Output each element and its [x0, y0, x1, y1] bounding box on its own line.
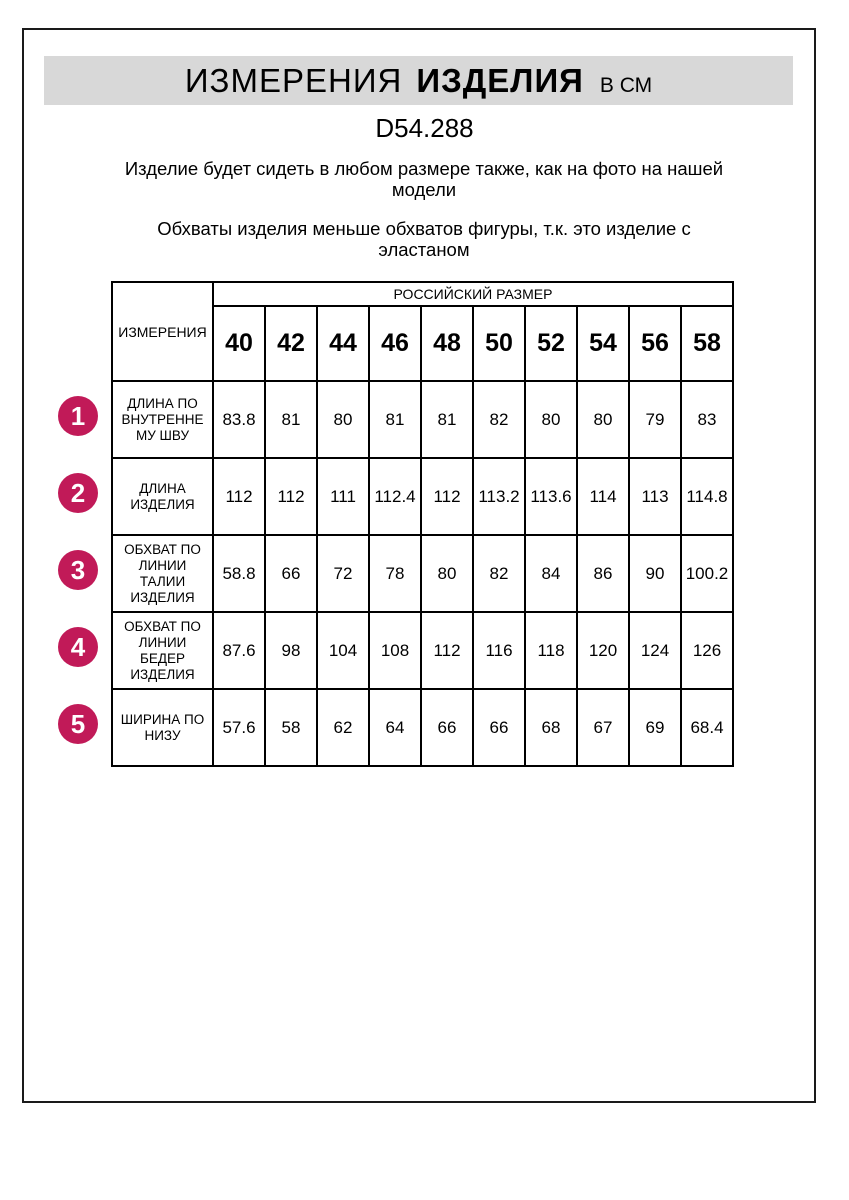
- size-column-header: 56: [629, 306, 681, 381]
- measurement-value: 78: [369, 535, 421, 612]
- row-number-badge: 3: [58, 550, 98, 590]
- measurement-value: 79: [629, 381, 681, 458]
- measurement-label: [112, 381, 213, 458]
- measurement-value: 81: [369, 381, 421, 458]
- measurement-value: 112: [421, 612, 473, 689]
- measurements-column-header: ИЗМЕРЕНИЯ: [112, 282, 213, 381]
- measurement-value: 86: [577, 535, 629, 612]
- measurement-value: 87.6: [213, 612, 265, 689]
- measurement-label-line: ИЗДЕЛИЯ: [130, 666, 195, 682]
- measurement-label-line: ЛИНИИ: [138, 634, 187, 650]
- measurement-value: 57.6: [213, 689, 265, 766]
- measurement-value: 80: [317, 381, 369, 458]
- measurement-value: 83.8: [213, 381, 265, 458]
- group-header-row: [112, 282, 733, 306]
- measurement-value: 112: [265, 458, 317, 535]
- row-number-badge: 1: [58, 396, 98, 436]
- size-column-header: 42: [265, 306, 317, 381]
- size-column-header: 48: [421, 306, 473, 381]
- measurement-label: [112, 612, 213, 689]
- measurement-value: 116: [473, 612, 525, 689]
- measurement-value: 112.4: [369, 458, 421, 535]
- measurement-label-line: ИЗДЕЛИЯ: [130, 589, 195, 605]
- measurement-value: 80: [421, 535, 473, 612]
- measurement-value: 82: [473, 535, 525, 612]
- measurement-value: 67: [577, 689, 629, 766]
- measurement-value: 104: [317, 612, 369, 689]
- measurement-value: 81: [265, 381, 317, 458]
- measurement-value: 80: [525, 381, 577, 458]
- note-elastane: [84, 218, 764, 260]
- measurement-label-line: МУ ШВУ: [135, 427, 190, 443]
- measurement-value: 69: [629, 689, 681, 766]
- measurement-label-line: ДЛИНА: [139, 480, 186, 496]
- measurement-value: 124: [629, 612, 681, 689]
- measurement-value: 68.4: [681, 689, 733, 766]
- measurement-value: 66: [421, 689, 473, 766]
- row-number-badge: 2: [58, 473, 98, 513]
- measurement-label-line: ИЗДЕЛИЯ: [130, 496, 195, 512]
- size-column-header: 50: [473, 306, 525, 381]
- measurement-label-line: БЕДЕР: [139, 650, 185, 666]
- title-band: [44, 56, 793, 105]
- table-row: [112, 612, 733, 689]
- measurement-value: 72: [317, 535, 369, 612]
- size-column-header: 52: [525, 306, 577, 381]
- measurement-label-line: НИЗУ: [144, 727, 181, 743]
- title-units: В СМ: [599, 74, 653, 97]
- measurement-label-line: ОБХВАТ ПО: [124, 541, 201, 557]
- russian-size-header: РОССИЙСКИЙ РАЗМЕР: [213, 282, 733, 306]
- measurement-value: 58.8: [213, 535, 265, 612]
- measurement-value: 81: [421, 381, 473, 458]
- measurement-value: 113.2: [473, 458, 525, 535]
- measurement-value: 120: [577, 612, 629, 689]
- size-table-body: [112, 381, 733, 766]
- size-column-header: 54: [577, 306, 629, 381]
- measurement-value: 64: [369, 689, 421, 766]
- measurement-value: 62: [317, 689, 369, 766]
- row-number-badge: 4: [58, 627, 98, 667]
- note-fit-line-2: модели: [391, 179, 457, 200]
- measurement-label-line: ЛИНИИ: [138, 557, 187, 573]
- measurement-label-line: ТАЛИИ: [139, 573, 186, 589]
- measurement-value: 98: [265, 612, 317, 689]
- size-column-header: 46: [369, 306, 421, 381]
- title-word-measurements: ИЗМЕРЕНИЯ: [184, 62, 403, 99]
- measurement-value: 112: [421, 458, 473, 535]
- note-elastane-line-2: эластаном: [378, 239, 470, 260]
- measurement-label-line: ОБХВАТ ПО: [124, 618, 201, 634]
- measurement-value: 111: [317, 458, 369, 535]
- product-code: D54.288: [375, 113, 474, 143]
- measurement-label: [112, 535, 213, 612]
- measurement-value: 126: [681, 612, 733, 689]
- measurement-value: 108: [369, 612, 421, 689]
- measurement-value: 66: [473, 689, 525, 766]
- measurement-value: 114: [577, 458, 629, 535]
- measurement-label-line: ДЛИНА ПО: [127, 395, 198, 411]
- measurement-value: 112: [213, 458, 265, 535]
- note-fit: [84, 158, 764, 200]
- measurement-label: [112, 458, 213, 535]
- measurement-value: 68: [525, 689, 577, 766]
- size-table: [111, 281, 734, 767]
- measurement-value: 58: [265, 689, 317, 766]
- measurement-value: 82: [473, 381, 525, 458]
- table-row: [112, 689, 733, 766]
- table-row: [112, 535, 733, 612]
- measurement-value: 66: [265, 535, 317, 612]
- note-fit-line-1: Изделие будет сидеть в любом размере также, как на фото на нашей: [124, 158, 724, 179]
- size-column-header: 58: [681, 306, 733, 381]
- row-number-badge: 5: [58, 704, 98, 744]
- measurement-value: 84: [525, 535, 577, 612]
- measurement-value: 83: [681, 381, 733, 458]
- measurement-value: 80: [577, 381, 629, 458]
- table-row: [112, 458, 733, 535]
- measurement-value: 100.2: [681, 535, 733, 612]
- measurement-value: 114.8: [681, 458, 733, 535]
- measurement-value: 90: [629, 535, 681, 612]
- measurement-label-line: ШИРИНА ПО: [120, 711, 205, 727]
- title-word-product: ИЗДЕЛИЯ: [416, 62, 584, 99]
- measurement-value: 113: [629, 458, 681, 535]
- measurement-value: 113.6: [525, 458, 577, 535]
- note-elastane-line-1: Обхваты изделия меньше обхватов фигуры, т.к. это изделие с: [157, 218, 691, 239]
- size-column-header: 40: [213, 306, 265, 381]
- measurement-label: [112, 689, 213, 766]
- size-column-header: 44: [317, 306, 369, 381]
- measurement-label-line: ВНУТРЕННЕ: [121, 411, 204, 427]
- measurement-value: 118: [525, 612, 577, 689]
- table-row: [112, 381, 733, 458]
